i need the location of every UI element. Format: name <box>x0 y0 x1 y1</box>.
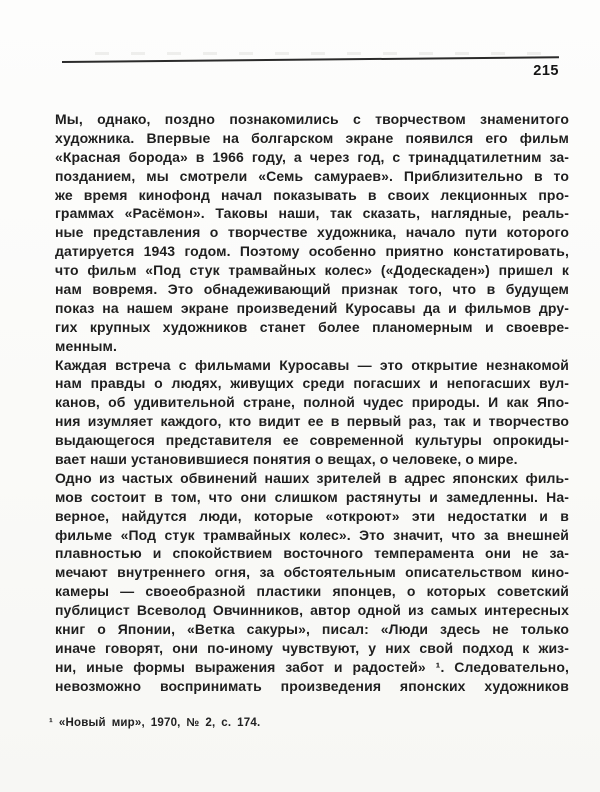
text-line: показ на нашем экране произведений Куросавы да и фильмов дру- <box>55 299 569 316</box>
text-line: позданием, мы смотрели «Семь самураев». Приблизительно в то <box>55 167 569 184</box>
text-line: нам правды о людях, живущих среди погасших и непогасших вул- <box>55 375 569 392</box>
text-line: граммах «Расёмон». Таковы наши, так сказать, наглядные, реаль- <box>55 205 569 222</box>
text-line: «Красная борода» в 1966 году, а через год, с тринадцатилетним за- <box>55 148 569 165</box>
text-line: выдающегося представителя ее современной культуры опрокиды- <box>55 432 569 449</box>
text-line: невозможно воспринимать произведения японских художников <box>55 677 569 694</box>
text-line: же время кинофонд начал показывать в своих лекционных про- <box>55 186 569 203</box>
page-number: 215 <box>533 63 559 79</box>
text-line: верное, найдутся люди, которые «откроют» эти недостатки и в <box>55 507 569 524</box>
text-line: иначе говорят, они по-иному чувствуют, у них свой подход к жиз- <box>55 639 569 656</box>
text-line: нам вовремя. Это обнадеживающий признак того, что в будущем <box>55 281 569 298</box>
text-line: что фильм «Под стук трамвайных колес» («Додескаден») пришел к <box>55 262 569 279</box>
text-line: мов состоит в том, что они слишком растянуты и замедленны. На- <box>55 488 569 505</box>
text-line: плавностью и спокойствием восточного темперамента они не за- <box>55 545 569 562</box>
paragraph <box>55 110 569 356</box>
text-line: вает наши установившиеся понятия о вещах, о человеке, о мире. <box>55 451 518 468</box>
text-line: мечают внутреннего огня, за обстоятельным описательством кино- <box>55 564 569 581</box>
paragraph <box>55 469 569 696</box>
text-line: канов, об удивительной стране, полной чудес природы. И как Япо- <box>55 394 569 411</box>
footnote <box>49 717 260 729</box>
text-line: Каждая встреча с фильмами Куросавы — это открытие незнакомой <box>55 356 569 373</box>
text-line: художника. Впервые на болгарском экране появился его фильм <box>55 129 569 146</box>
text-line: ния изумляет каждого, кто видит ее в первый раз, так и творчество <box>55 413 569 430</box>
footnote-text: ¹ «Новый мир», 1970, № 2, с. 174. <box>49 717 261 729</box>
text-line: гих крупных художников станет более планомерным и своевре- <box>55 318 569 335</box>
text-line: ни, иные формы выражения забот и радостей» ¹. Следовательно, <box>55 658 569 675</box>
paragraph <box>55 356 569 469</box>
text-line: книг о Японии, «Ветка сакуры», писал: «Люди здесь не только <box>55 621 569 638</box>
text-line: ные представления о творчестве художника, начало пути которого <box>55 224 569 241</box>
text-line: менным. <box>55 337 117 354</box>
text-line: Одно из частых обвинений наших зрителей в адрес японских филь- <box>55 469 569 486</box>
text-line: Мы, однако, поздно познакомились с творчеством знаменитого <box>55 111 569 127</box>
body-text <box>55 110 569 696</box>
text-line: камеры — своеобразной пластики японцев, о которых советский <box>55 583 569 600</box>
text-line: датируется 1943 годом. Поэтому особенно приятно констатировать, <box>55 243 569 260</box>
text-line: публицист Всеволод Овчинников, автор одной из самых интересных <box>55 602 569 619</box>
header-rule <box>62 56 559 63</box>
text-line: фильме «Под стук трамвайных колес». Это значит, что за внешней <box>55 526 569 543</box>
scan-artifact <box>95 52 545 55</box>
